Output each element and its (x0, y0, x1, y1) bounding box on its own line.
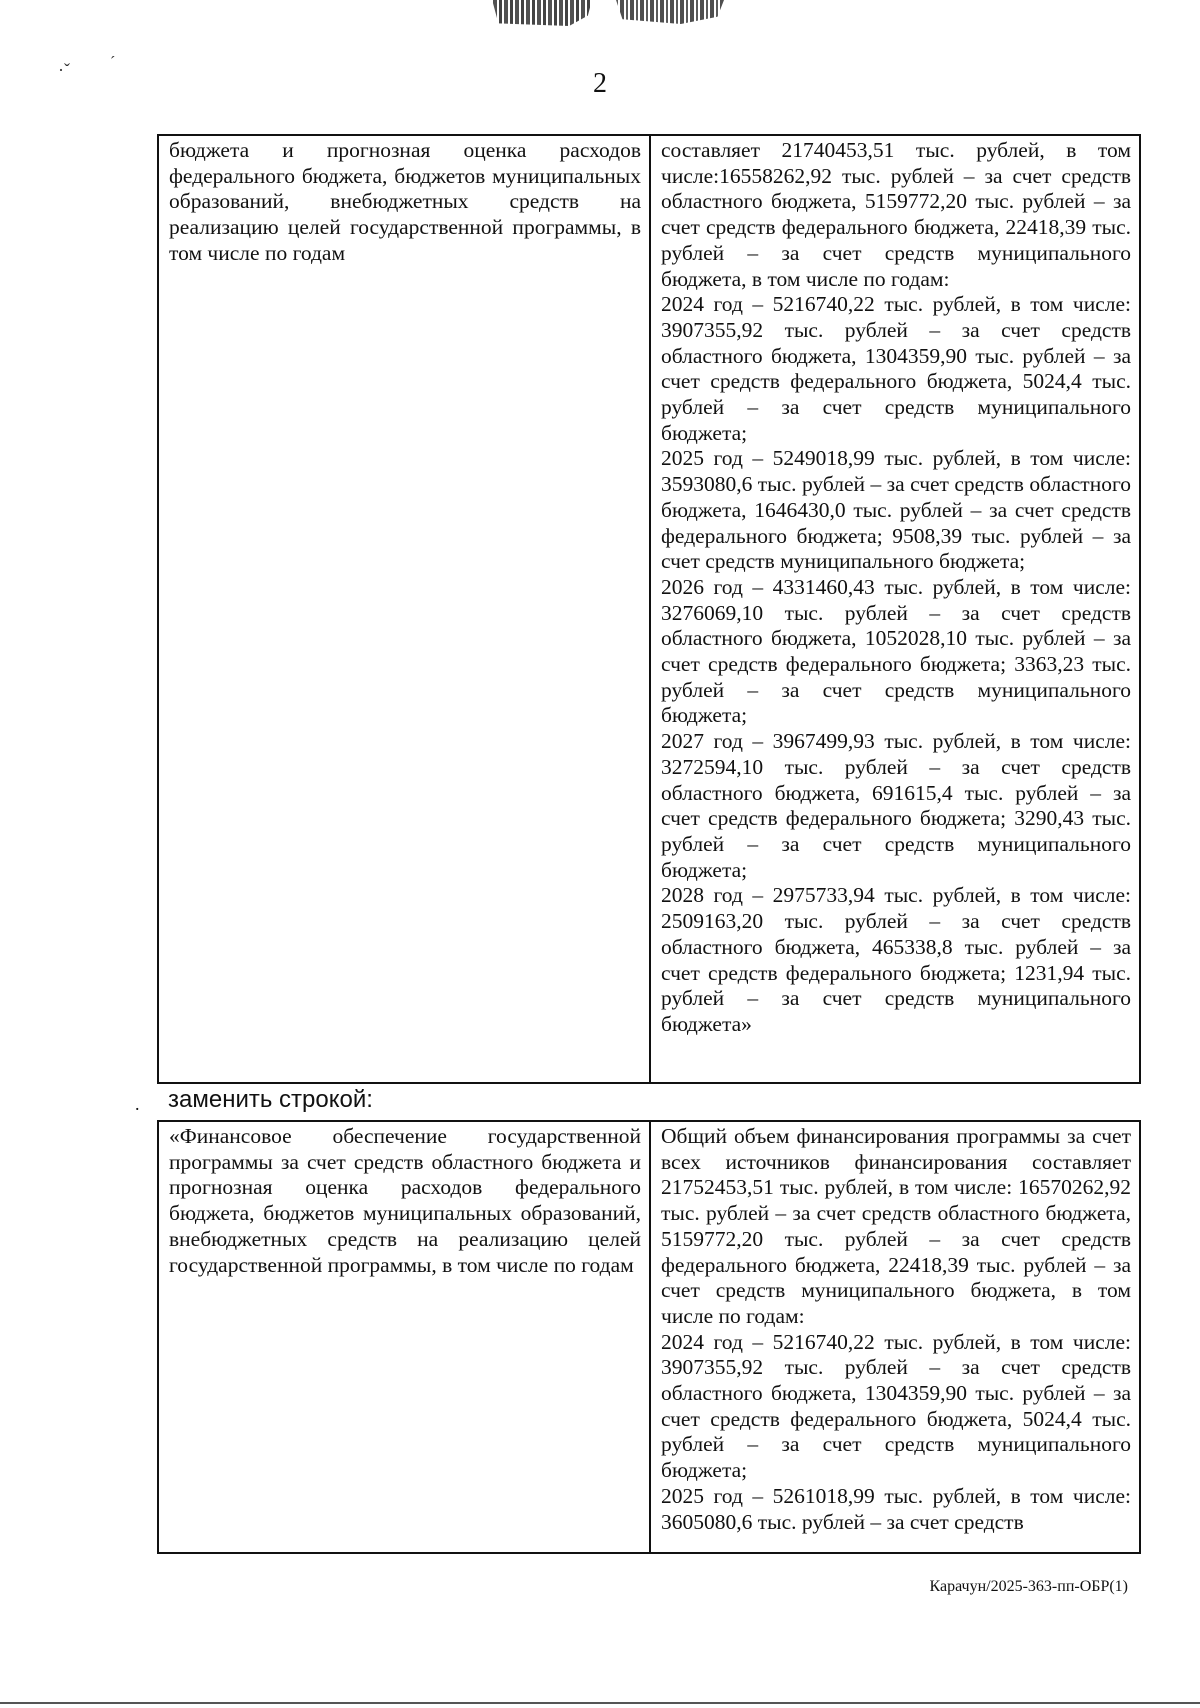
scan-noise-left (488, 0, 592, 26)
value-paragraph: Общий объем финансирования программы за счет всех источников финансирования составляет 21752453,51 тыс. рублей, в том числе: 16570262,92 тыс. рублей – за счет средств областного бюджета, 5159772,20 тыс. рублей – за счет средств федерального бюджета, 22418,39 тыс. рублей – за счет средств муниципального бюджета, в том числе по годам: (661, 1124, 1131, 1328)
scan-mark: . (135, 1094, 140, 1114)
scan-mark: ˊ (110, 54, 116, 71)
scan-mark: ·ˇ (58, 60, 70, 80)
scan-noise-right (616, 0, 724, 24)
row-value-cell (650, 135, 1140, 1083)
value-paragraph: 2027 год – 3967499,93 тыс. рублей, в том числе: 3272594,10 тыс. рублей – за счет средств областного бюджета, 691615,4 тыс. рублей – за счет средств федерального бюджета; 3290,43 тыс. рублей – за счет средств муниципального бюджета; (661, 729, 1131, 882)
value-paragraph: 2025 год – 5249018,99 тыс. рублей, в том числе: 3593080,6 тыс. рублей – за счет средств областного бюджета, 1646430,0 тыс. рублей – за счет средств федерального бюджета; 9508,39 тыс. рублей – за счет средств муниципального бюджета; (661, 446, 1131, 574)
value-paragraph: 2028 год – 2975733,94 тыс. рублей, в том числе: 2509163,20 тыс. рублей – за счет средств областного бюджета, 465338,8 тыс. рублей – за счет средств федерального бюджета; 1231,94 тыс. рублей – за счет средств муниципального бюджета» (661, 883, 1131, 1036)
value-paragraph: 2024 год – 5216740,22 тыс. рублей, в том числе: 3907355,92 тыс. рублей – за счет средств областного бюджета, 1304359,90 тыс. рублей – за счет средств федерального бюджета, 5024,4 тыс. рублей – за счет средств муниципального бюджета; (661, 1329, 1131, 1483)
row-label-cell (158, 1121, 650, 1553)
finance-table-old (157, 134, 1141, 1084)
value-paragraph: составляет 21740453,51 тыс. рублей, в том числе:16558262,92 тыс. рублей – за счет средств областного бюджета, 5159772,20 тыс. рублей – за счет средств федерального бюджета, 22418,39 тыс. рублей – за счет средств муниципального бюджета, в том числе по годам: (661, 138, 1131, 291)
row-value-cell (650, 1121, 1140, 1553)
value-paragraph: 2025 год – 5261018,99 тыс. рублей, в том числе: 3605080,6 тыс. рублей – за счет средств (661, 1483, 1131, 1534)
table-row (158, 135, 1140, 1083)
replace-instruction: заменить строкой: (168, 1086, 373, 1113)
row-label-text: бюджета и прогнозная оценка расходов федерального бюджета, бюджетов муниципальных образований, внебюджетных средств на реализацию целей государственной программы, в том числе по годам (169, 138, 641, 265)
value-paragraph: 2026 год – 4331460,43 тыс. рублей, в том числе: 3276069,10 тыс. рублей – за счет средств областного бюджета, 1052028,10 тыс. рублей – за счет средств федерального бюджета; 3363,23 тыс. рублей – за счет средств муниципального бюджета; (661, 574, 1131, 728)
finance-table-new (157, 1120, 1141, 1554)
scan-artifact-top (488, 0, 724, 26)
row-label-cell (158, 135, 650, 1083)
scan-edge-line (0, 1702, 1200, 1704)
table-row (158, 1121, 1140, 1553)
row-label-text: «Финансовое обеспечение государственной программы за счет средств областного бюджета и прогнозная оценка расходов федерального бюджета, бюджетов муниципальных образований, внебюджетных средств на реализацию целей государственной программы, в том числе по годам (169, 1124, 641, 1277)
page-number: 2 (593, 68, 607, 99)
document-reference: Карачун/2025-363-пп-ОБР(1) (929, 1578, 1128, 1595)
value-paragraph: 2024 год – 5216740,22 тыс. рублей, в том числе: 3907355,92 тыс. рублей – за счет средств областного бюджета, 1304359,90 тыс. рублей – за счет средств федерального бюджета, 5024,4 тыс. рублей – за счет средств муниципального бюджета; (661, 292, 1131, 445)
